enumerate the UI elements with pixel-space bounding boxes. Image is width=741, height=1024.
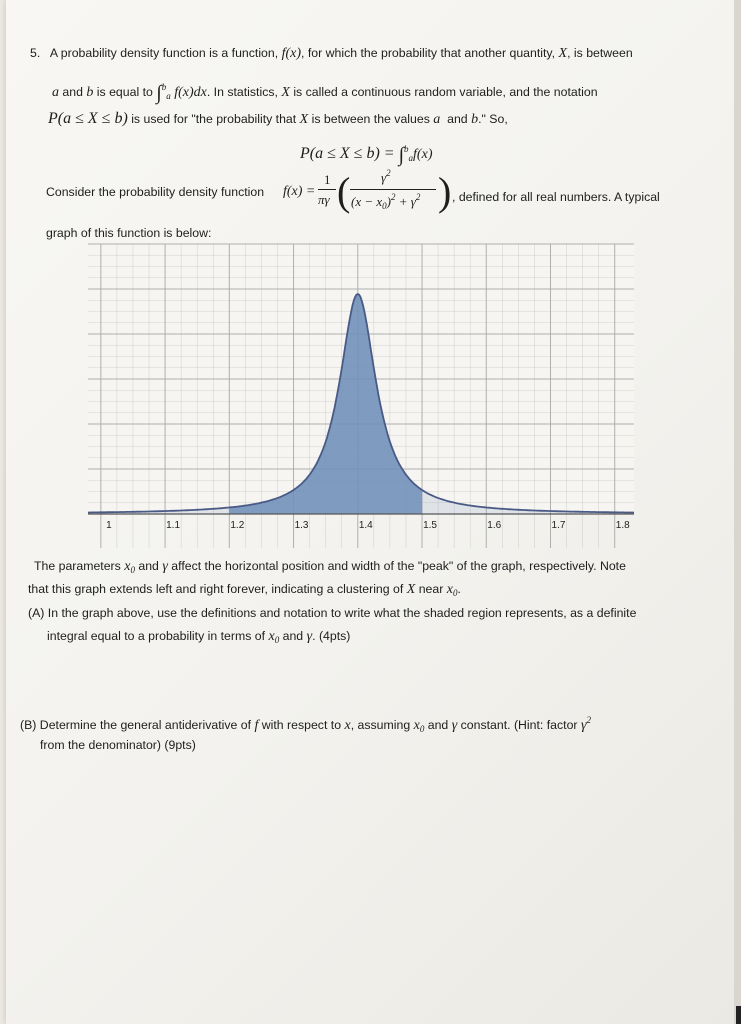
gamma-symbol: γ	[162, 559, 168, 574]
x-symbol: x	[344, 718, 351, 733]
b-symbol-2: b	[471, 112, 479, 127]
intro-text-6: . In statistics,	[206, 85, 278, 99]
x0-symbol-4: $x_0$	[413, 718, 425, 734]
integrand: f(x)dx	[174, 85, 207, 100]
x-ticks	[106, 520, 630, 531]
upper-limit-2: b	[404, 144, 409, 154]
intro-text-1: A probability density function is a function,	[49, 46, 279, 60]
integral-sign-2: ∫	[398, 144, 405, 166]
part-a-line-1: (A) In the graph above, use the definitions and notation to write what the shaded region represents, as a definite	[28, 606, 637, 620]
x0-symbol-2: $x_0$	[446, 582, 458, 598]
defined-text: , defined for all real numbers. A typical	[452, 190, 660, 204]
intro-text-7: is called a continuous random variable, and the notation	[293, 85, 598, 99]
gamma-sq-symbol: $\gamma^2$	[580, 715, 591, 733]
intro-text-8: is used for "the probability that	[131, 112, 297, 126]
lower-limit: a	[166, 91, 171, 101]
one-numerator: 1	[324, 172, 331, 187]
a-symbol: a	[52, 85, 59, 100]
X-symbol-3: X	[299, 112, 309, 127]
gamma-symbol-3: γ	[451, 718, 458, 733]
integral-sign: ∫	[156, 82, 162, 104]
tick-label: 1.8	[615, 520, 630, 531]
part-b-line-2: from the denominator) (9pts)	[40, 738, 196, 752]
X-symbol-4: X	[406, 582, 416, 597]
intro-text-2: for which the probability that another quantity,	[307, 46, 556, 60]
pi-gamma: πγ	[318, 192, 330, 207]
part-b-line-1: (B) Determine the general antiderivative of f with respect to x, assuming $x_0$ and γ constant. (Hint: factor $\gamma^2$	[20, 715, 591, 734]
x0-symbol-3: $x_0$	[268, 629, 280, 645]
graph-intro: graph of this function is below:	[46, 226, 212, 240]
intro-text-9: is between the values	[311, 112, 430, 126]
fx-definition-lhs: f(x) =	[283, 184, 316, 199]
param-line-1: The parameters $x_0$ and γ affect the horizontal position and width of the "peak" of the graph, respectively. Note	[34, 559, 626, 575]
intro-text-5: is equal to	[96, 85, 153, 99]
problem-number: 5.	[30, 46, 41, 60]
comma: ,	[301, 46, 305, 60]
tick-label: 1.6	[487, 520, 502, 531]
fx-symbol: f(x)	[281, 46, 302, 61]
gamma-symbol-2: γ	[306, 629, 313, 644]
upper-limit: b	[161, 82, 167, 92]
right-paren: )	[438, 169, 452, 214]
denominator: $(x - x_0)^2 + \gamma^2$	[351, 192, 421, 211]
tick-label: 1.5	[423, 520, 437, 531]
a-symbol-2: a	[433, 112, 441, 127]
tick-label: 1.2	[230, 520, 245, 531]
intro-text-4: and	[62, 85, 83, 99]
tick-label: 1.1	[166, 520, 181, 531]
tick-label: 1	[106, 520, 112, 531]
tick-label: 1.3	[294, 520, 309, 531]
gamma-numerator: $\gamma^2$	[381, 168, 391, 185]
b-symbol: b	[86, 85, 94, 100]
part-a-line-2: integral equal to a probability in terms of $x_0$ and γ. (4pts)	[47, 629, 351, 645]
tick-label: 1.4	[358, 520, 373, 531]
intro-text-11: ." So,	[478, 112, 508, 126]
intro-text-10: and	[447, 112, 468, 126]
x0-symbol: $x_0$	[124, 559, 135, 575]
param-line-2: that this graph extends left and right forever, indicating a clustering of X near $x_0$.	[28, 582, 461, 598]
X-symbol-2: X	[281, 85, 290, 100]
intro-text-3: , is between	[567, 46, 633, 60]
consider-text: Consider the probability density function	[46, 185, 265, 199]
integrand-2: f(x)	[413, 147, 433, 162]
X-symbol: X	[558, 46, 568, 61]
prob-notation: P(a ≤ X ≤ b)	[48, 110, 128, 127]
f-symbol: f	[254, 718, 259, 733]
left-paren: (	[337, 169, 351, 214]
tick-label: 1.7	[551, 520, 566, 531]
prob-eq-lhs: P(a ≤ X ≤ b) =	[300, 145, 399, 162]
lower-limit-2: a	[408, 153, 414, 163]
